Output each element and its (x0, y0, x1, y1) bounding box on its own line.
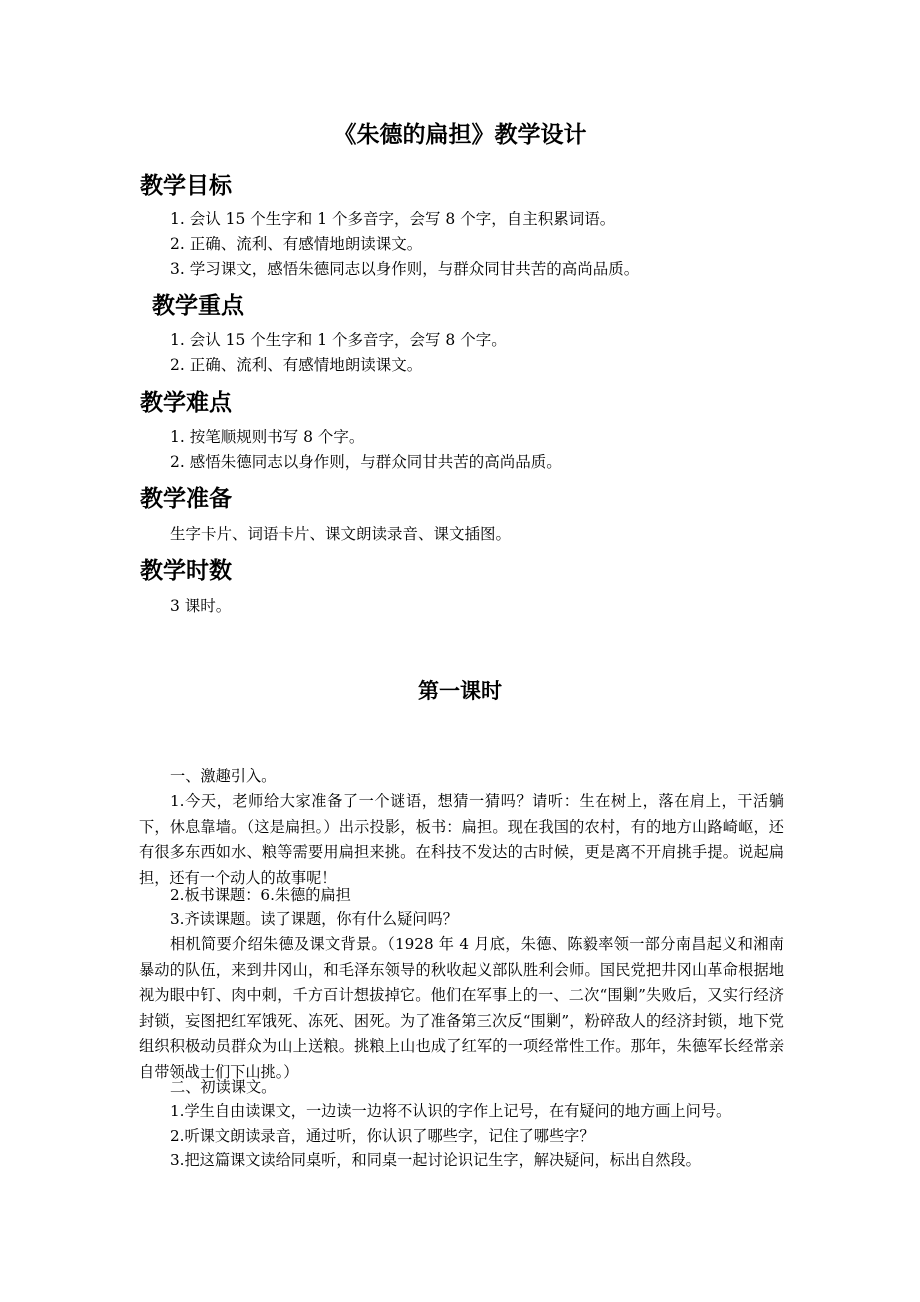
goal-item: 2. 正确、流利、有感情地朗读课文。 (170, 235, 423, 253)
heading-difficulties: 教学难点 (140, 390, 232, 416)
key-point-item: 2. 正确、流利、有感情地朗读课文。 (170, 356, 423, 374)
preparation-item: 生字卡片、词语卡片、课文朗读录音、课文插图。 (170, 525, 512, 543)
heading-goals: 教学目标 (140, 173, 232, 199)
hours-item: 3 课时。 (170, 597, 232, 615)
lesson-paragraph: 2.听课文朗读录音，通过听，你认识了哪些字，记住了哪些字？ (170, 1127, 595, 1145)
document-title: 《朱德的扁担》教学设计 (333, 122, 587, 148)
difficulty-item: 2. 感悟朱德同志以身作则，与群众同甘共苦的高尚品质。 (170, 453, 562, 471)
lesson-paragraph: 1.学生自由读课文，一边读一边将不认识的字作上记号，在有疑问的地方画上问号。 (170, 1102, 732, 1120)
heading-preparation: 教学准备 (140, 486, 232, 512)
lesson-paragraph: 相机简要介绍朱德及课文背景。（1928 年 4 月底，朱德、陈毅率领一部分南昌起义和湘南暴动的队伍，来到井冈山，和毛泽东领导的秋收起义部队胜利会师。国民党把井冈山革命根据地视为眼中钉、肉中刺，千方百计想拔掉它。他们在军事上的一、二次“围剿”失败后，又实行经济封锁，妄图把红军饿死、冻死、困死。为了准备第三次反“围剿”，粉碎敌人的经济封锁，地下党组织积极动员群众为山上送粮。挑粮上山也成了红军的一项经常性工作。那年，朱德军长经常亲自带领战士们下山挑。） (139, 935, 784, 1081)
lesson-paragraph: 3.把这篇课文读给同桌听，和同桌一起讨论识记生字，解决疑问，标出自然段。 (170, 1151, 701, 1169)
heading-hours: 教学时数 (140, 558, 232, 584)
key-point-item: 1. 会认 15 个生字和 1 个多音字，会写 8 个字。 (170, 331, 507, 349)
lesson-paragraph: 一、激趣引入。 (170, 767, 277, 785)
lesson-paragraph: 3.齐读课题。读了课题，你有什么疑问吗？ (170, 910, 458, 928)
difficulty-item: 1. 按笔顺规则书写 8 个字。 (170, 428, 365, 446)
heading-key-points: 教学重点 (152, 293, 244, 319)
lesson-paragraph: 二、初读课文。 (170, 1078, 277, 1096)
goal-item: 1. 会认 15 个生字和 1 个多音字，会写 8 个字，自主积累词语。 (170, 210, 616, 228)
lesson-paragraph: 1.今天，老师给大家准备了一个谜语，想猜一猜吗？请听：生在树上，落在肩上，干活躺下，休息靠墙。（这是扁担。）出示投影，板书：扁担。现在我国的农村，有的地方山路崎岖，还有很多东西如水、粮等需要用扁担来挑。在科技不发达的古时候，更是离不开肩挑手提。说起扁担，还有一个动人的故事呢！ (139, 792, 784, 887)
goal-item: 3. 学习课文，感悟朱德同志以身作则，与群众同甘共苦的高尚品质。 (170, 260, 640, 278)
lesson-paragraph: 2.板书课题：6.朱德的扁担 (170, 886, 351, 904)
lesson-title: 第一课时 (418, 679, 502, 703)
